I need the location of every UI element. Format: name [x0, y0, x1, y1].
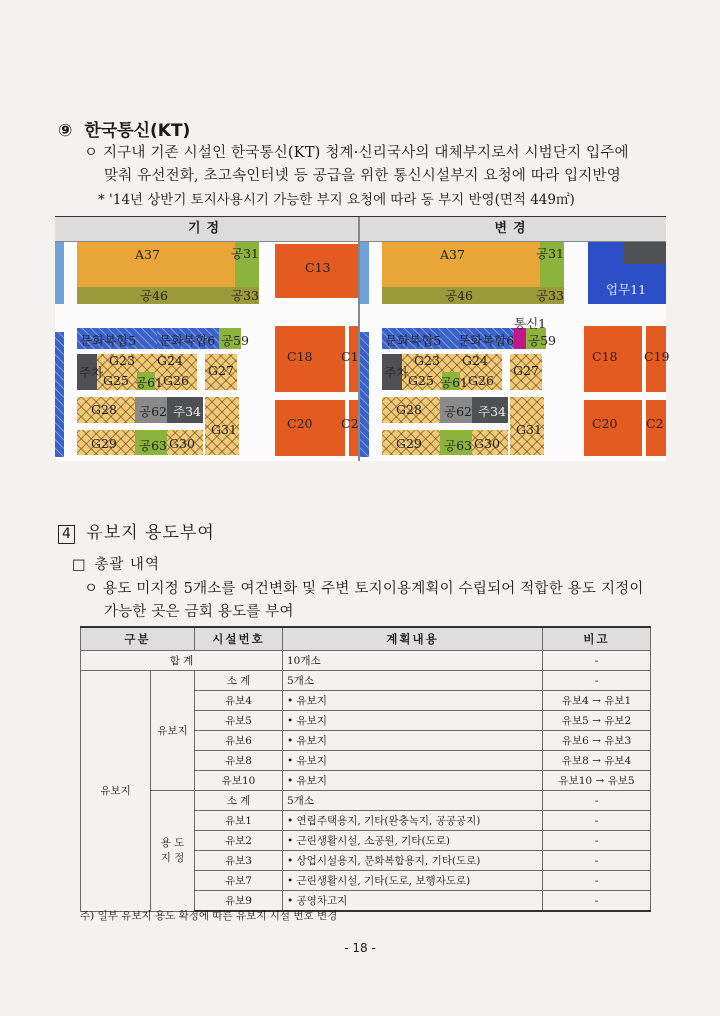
map-label: 문화복합6	[159, 333, 216, 348]
map-label: 공63	[444, 438, 472, 453]
section-9-heading	[58, 116, 190, 141]
map-label: C18	[287, 349, 313, 364]
note: 유보6 → 유보3	[543, 731, 651, 751]
facility-no: 유보6	[195, 731, 283, 751]
map-label: 공59	[221, 333, 249, 348]
note: 유보4 → 유보1	[543, 691, 651, 711]
plan-content: • 유보지	[283, 711, 543, 731]
sub1-label: 유보지	[151, 671, 195, 791]
map-label: 주차	[384, 365, 409, 380]
section-4-heading	[58, 518, 215, 544]
section-9-bullet-line-2: 맞춰 유선전화, 초고속인터넷 등 공급을 위한 통신시설부지 요청에 따라 입지반영	[104, 168, 621, 184]
map-label: G23	[109, 353, 135, 368]
map-label: G27	[208, 363, 234, 378]
map-label: 주34	[478, 404, 506, 419]
group-label: 유보지	[81, 671, 151, 912]
header-note: 비고	[543, 627, 651, 651]
map-label: 문화복합6	[458, 333, 515, 348]
note: -	[543, 851, 651, 871]
map-label: C1	[341, 349, 359, 364]
summary-heading	[72, 553, 160, 574]
map-label: 공33	[536, 288, 564, 303]
plan-content: • 공영차고지	[283, 891, 543, 912]
map-label: 주34	[173, 404, 201, 419]
summary-marker: □	[72, 557, 86, 573]
map-label: G30	[474, 436, 500, 451]
summary-title: 총괄 내역	[94, 557, 160, 573]
map-label: G31	[516, 422, 542, 437]
note: -	[543, 871, 651, 891]
reserved-land-table	[80, 626, 651, 912]
note: -	[543, 811, 651, 831]
facility-no: 유보2	[195, 831, 283, 851]
plan-content: • 유보지	[283, 731, 543, 751]
map-label: G23	[414, 353, 440, 368]
map-label: A37	[440, 247, 465, 262]
map-label: G24	[157, 353, 183, 368]
map-label: 공46	[445, 288, 473, 303]
plan-content: • 근린생활시설, 기타(도로, 보행자도로)	[283, 871, 543, 891]
section-9-bullet-line-1: ㅇ 지구내 기존 시설인 한국통신(KT) 청계·신리국사의 대체부지로서 시범단지 입주에	[84, 145, 629, 161]
map-label: G26	[468, 373, 494, 388]
map-label: 공62	[139, 404, 167, 419]
plan-content: • 상업시설용지, 문화복합용지, 기타(도로)	[283, 851, 543, 871]
total-content: 10개소	[283, 651, 543, 671]
map-label: G29	[396, 436, 422, 451]
map-block	[360, 242, 369, 304]
note: 유보5 → 유보2	[543, 711, 651, 731]
map-block	[360, 332, 369, 457]
map-label: C20	[287, 416, 313, 431]
section-9-marker: ⑨	[58, 121, 73, 141]
map-label: 문화복합5	[80, 333, 137, 348]
map-label: G29	[91, 436, 117, 451]
map-label: G26	[163, 373, 189, 388]
facility-no: 유보8	[195, 751, 283, 771]
map-label: 공59	[528, 333, 556, 348]
table-header-row	[81, 627, 651, 651]
footnote: 주) 일부 유보지 용도 확정에 따른 유보지 시설 번호 변경	[80, 910, 338, 922]
plan-content: • 연립주택용지, 기타(완충녹지, 공공공지)	[283, 811, 543, 831]
table-row-total	[81, 651, 651, 671]
facility-no: 유보10	[195, 771, 283, 791]
map-label: C18	[592, 349, 618, 364]
section-9-title: 한국통신(KT)	[84, 121, 191, 141]
map-label: 공33	[231, 288, 259, 303]
section-4-number: 4	[62, 526, 71, 542]
note: -	[543, 831, 651, 851]
plan-content: 5개소	[283, 671, 543, 691]
total-note: -	[543, 651, 651, 671]
plan-content: • 근린생활시설, 소공원, 기타(도로)	[283, 831, 543, 851]
note: 유보10 → 유보5	[543, 771, 651, 791]
map-label: 공61	[135, 375, 163, 390]
page-number: - 18 -	[344, 941, 376, 955]
facility-no: 소 계	[195, 791, 283, 811]
map-label: C2	[341, 416, 359, 431]
map-header-before: 기정	[55, 217, 358, 242]
map-label: C13	[305, 260, 331, 275]
plan-content: • 유보지	[283, 751, 543, 771]
map-label: 공61	[440, 375, 468, 390]
section-9-note: * '14년 상반기 토지사용시기 가능한 부지 요청에 따라 동 부지 반영(면적 449㎡)	[98, 192, 575, 208]
map-label: G30	[169, 436, 195, 451]
header-category: 구분	[81, 627, 195, 651]
facility-no: 유보3	[195, 851, 283, 871]
map-label: 공63	[139, 438, 167, 453]
map-label: G25	[103, 373, 129, 388]
section-4-bullet-line-2: 가능한 곳은 금회 용도를 부여	[104, 604, 294, 620]
sub2-label: 용 도 지 정	[151, 791, 195, 912]
map-header-after: 변경	[360, 217, 666, 242]
map-pane-before	[55, 242, 358, 461]
facility-no: 유보4	[195, 691, 283, 711]
section-4-bullet-line-1: ㅇ 용도 미지정 5개소를 여건변화 및 주변 토지이용계획이 수립되어 적합한 용도 지정이	[84, 581, 644, 597]
map-label: C19	[644, 349, 670, 364]
table-row	[81, 791, 651, 811]
facility-no: 유보7	[195, 871, 283, 891]
note: -	[543, 791, 651, 811]
plan-content: • 유보지	[283, 691, 543, 711]
map-label: G25	[408, 373, 434, 388]
map-label: 업무11	[606, 282, 647, 297]
facility-no: 유보1	[195, 811, 283, 831]
plan-content: • 유보지	[283, 771, 543, 791]
map-label: 공31	[231, 246, 259, 261]
map-label: 공31	[536, 246, 564, 261]
map-label: G28	[396, 402, 422, 417]
map-label: 통신1	[514, 316, 547, 331]
facility-no: 소 계	[195, 671, 283, 691]
map-label: G27	[513, 363, 539, 378]
facility-no: 유보9	[195, 891, 283, 912]
header-facility-no: 시설번호	[195, 627, 283, 651]
map-block	[624, 242, 666, 264]
note: -	[543, 891, 651, 912]
section-4-number-box	[58, 525, 75, 544]
facility-no: 유보5	[195, 711, 283, 731]
note: -	[543, 671, 651, 691]
map-label: 문화복합5	[385, 333, 442, 348]
note: 유보8 → 유보4	[543, 751, 651, 771]
map-block	[55, 242, 64, 304]
map-label: 주차	[79, 365, 104, 380]
map-label: G24	[462, 353, 488, 368]
land-use-map-comparison	[55, 216, 670, 461]
map-label: 공46	[140, 288, 168, 303]
map-block	[55, 332, 64, 457]
map-label: A37	[135, 247, 160, 262]
map-label: G31	[211, 422, 237, 437]
table-row	[81, 671, 651, 691]
map-label: C2	[646, 416, 664, 431]
plan-content: 5개소	[283, 791, 543, 811]
total-label: 합 계	[81, 651, 283, 671]
map-pane-after	[360, 242, 670, 461]
map-label: 공62	[444, 404, 472, 419]
map-label: C20	[592, 416, 618, 431]
map-label: G28	[91, 402, 117, 417]
section-4-title: 유보지 용도부여	[86, 523, 215, 543]
header-plan: 계획내용	[283, 627, 543, 651]
